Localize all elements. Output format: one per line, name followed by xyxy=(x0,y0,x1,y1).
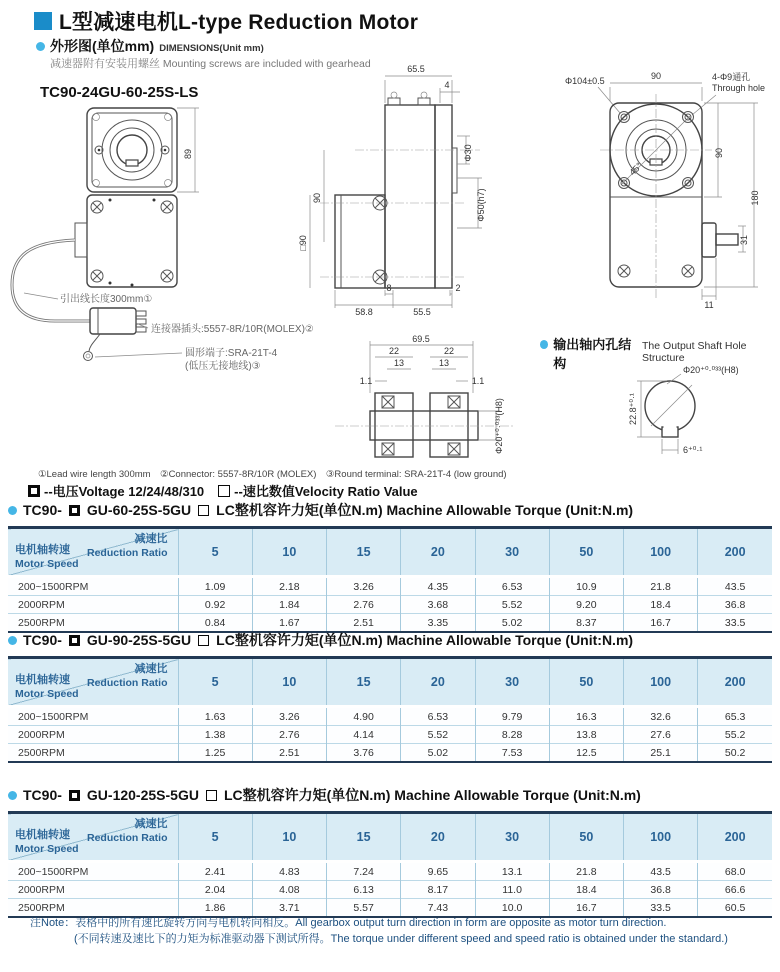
torque-value: 60.5 xyxy=(698,899,772,918)
torque-value: 3.26 xyxy=(252,707,326,726)
torque-table xyxy=(8,526,772,633)
row-label: 2500RPM xyxy=(8,744,178,763)
row-label: 2000RPM xyxy=(8,881,178,899)
row-label: 200~1500RPM xyxy=(8,707,178,726)
torque-value: 7.43 xyxy=(401,899,475,918)
header-row xyxy=(8,528,772,577)
terminal-label2: (低压无接地线)③ xyxy=(185,361,261,372)
table-row xyxy=(8,596,772,614)
dim-label: 13 xyxy=(438,358,450,368)
dim-label: 90 xyxy=(312,192,322,204)
torque-table xyxy=(8,656,772,763)
dim-label: 180 xyxy=(750,190,760,206)
dim-label: Φ20⁺⁰·⁰³³(H8) xyxy=(683,365,739,375)
dim-label: 8 xyxy=(386,283,392,293)
torque-value: 16.7 xyxy=(549,899,623,918)
dimensions-heading: 外形图(单位mm) DIMENSIONS(Unit mm) xyxy=(36,36,264,56)
note-line-2: (不同转速及速比下的力矩为标准驱动器下测试所得。The torque under different speed and speed ratio is obtained under the standard.) xyxy=(74,932,728,945)
dim-label: 69.5 xyxy=(412,334,430,344)
reduction-ratio-label: 减速比 Reduction Ratio xyxy=(87,663,168,690)
legend-line xyxy=(28,481,418,500)
ratio-col: 200 xyxy=(698,528,772,577)
note-line-1: 注Note：表格中的所有速比旋转方向与电机转向相反。All gearbox output turn direction in form are opposite as motor turn direction. xyxy=(30,917,667,929)
torque-value: 50.2 xyxy=(698,744,772,763)
torque-value: 4.08 xyxy=(252,881,326,899)
torque-value: 11.0 xyxy=(475,881,549,899)
torque-value: 2.76 xyxy=(252,726,326,744)
holes-label-en: Through hole xyxy=(712,83,766,93)
dim-label: 22 xyxy=(388,346,400,356)
ratio-col: 50 xyxy=(549,528,623,577)
rear-view-drawing xyxy=(540,58,780,318)
table-title: TC90- GU-120-25S-5GU LC整机容许力矩(单位N.m) Machine Allowable Torque (Unit:N.m) xyxy=(8,785,772,805)
table-row xyxy=(8,744,772,763)
torque-value: 1.25 xyxy=(178,744,252,763)
ratio-col: 30 xyxy=(475,528,549,577)
ratio-col: 20 xyxy=(401,813,475,862)
ratio-legend: --速比数值Velocity Ratio Value xyxy=(234,484,418,499)
dim-label: 11 xyxy=(704,300,714,310)
torque-value: 2.51 xyxy=(327,614,401,633)
table-title: TC90- GU-90-25S-5GU LC整机容许力矩(单位N.m) Machine Allowable Torque (Unit:N.m) xyxy=(8,630,772,650)
connector-label: 连接器插头:5557-8R/10R(MOLEX)② xyxy=(151,324,314,335)
torque-value: 5.02 xyxy=(401,744,475,763)
shaft-detail-drawing xyxy=(330,333,525,463)
torque-value: 1.86 xyxy=(178,899,252,918)
torque-value: 8.17 xyxy=(401,881,475,899)
dim-label: Φ104±0.5 xyxy=(565,76,605,86)
motor-speed-label: 电机轴转速 Motor Speed xyxy=(15,674,79,701)
torque-value: 55.2 xyxy=(698,726,772,744)
ratio-col: 15 xyxy=(327,658,401,707)
dim-label: 13 xyxy=(393,358,405,368)
ratio-col: 10 xyxy=(252,528,326,577)
torque-value: 5.57 xyxy=(327,899,401,918)
ratio-col: 50 xyxy=(549,813,623,862)
outline-square-icon xyxy=(218,485,230,497)
table-row xyxy=(8,577,772,596)
filled-square-icon xyxy=(69,505,80,516)
table-title: TC90- GU-60-25S-5GU LC整机容许力矩(单位N.m) Machine Allowable Torque (Unit:N.m) xyxy=(8,500,772,520)
ratio-col: 100 xyxy=(624,813,698,862)
torque-value: 21.8 xyxy=(549,862,623,881)
filled-square-icon xyxy=(28,485,40,497)
table-row xyxy=(8,899,772,918)
row-label: 200~1500RPM xyxy=(8,862,178,881)
ratio-col: 50 xyxy=(549,658,623,707)
page-header xyxy=(34,6,418,36)
dim-label: 90 xyxy=(714,147,724,159)
dim-label: 6⁺⁰·¹ xyxy=(683,445,703,455)
torque-value: 36.8 xyxy=(624,881,698,899)
torque-value: 33.5 xyxy=(624,899,698,918)
bearing-sections xyxy=(382,396,460,455)
row-label: 2500RPM xyxy=(8,899,178,918)
torque-value: 5.52 xyxy=(401,726,475,744)
row-label: 200~1500RPM xyxy=(8,577,178,596)
ratio-col: 15 xyxy=(327,528,401,577)
motor-speed-label: 电机轴转速 Motor Speed xyxy=(15,829,79,856)
dim-label: 4 xyxy=(444,80,450,90)
table-section-90 xyxy=(8,630,772,763)
torque-value: 1.09 xyxy=(178,577,252,596)
dim-label: 89 xyxy=(183,148,193,160)
dim-label: 65.5 xyxy=(407,64,425,74)
holes-label: 4-Φ9通孔 xyxy=(712,72,751,82)
table-row xyxy=(8,862,772,881)
drawing-footnotes: ①Lead wire length 300mm ②Connector: 5557-8R/10R (MOLEX) ③Round terminal: SRA-21T-4 (low ground) xyxy=(38,469,507,480)
table-section-60 xyxy=(8,500,772,633)
bullet-icon xyxy=(8,791,17,800)
motor-speed-label: 电机轴转速 Motor Speed xyxy=(15,544,79,571)
reduction-ratio-label: 减速比 Reduction Ratio xyxy=(87,818,168,845)
dim-label: 22 xyxy=(443,346,455,356)
corner-header xyxy=(8,813,178,862)
torque-value: 27.6 xyxy=(624,726,698,744)
torque-value: 3.26 xyxy=(327,577,401,596)
torque-value: 12.5 xyxy=(549,744,623,763)
ratio-col: 5 xyxy=(178,813,252,862)
torque-value: 7.24 xyxy=(327,862,401,881)
torque-value: 1.67 xyxy=(252,614,326,633)
table-row xyxy=(8,726,772,744)
torque-value: 3.71 xyxy=(252,899,326,918)
torque-value: 8.37 xyxy=(549,614,623,633)
filled-square-icon xyxy=(69,790,80,801)
torque-value: 2.51 xyxy=(252,744,326,763)
torque-value: 5.52 xyxy=(475,596,549,614)
torque-value: 3.68 xyxy=(401,596,475,614)
header-row xyxy=(8,658,772,707)
torque-value: 4.83 xyxy=(252,862,326,881)
torque-value: 33.5 xyxy=(698,614,772,633)
torque-value: 4.14 xyxy=(327,726,401,744)
dim-label: □90 xyxy=(298,235,308,251)
row-label: 2500RPM xyxy=(8,614,178,633)
torque-value: 16.7 xyxy=(624,614,698,633)
dim-label: 90 xyxy=(650,71,662,81)
reduction-ratio-label: 减速比 Reduction Ratio xyxy=(87,533,168,560)
torque-value: 10.0 xyxy=(475,899,549,918)
torque-value: 18.4 xyxy=(624,596,698,614)
outline-square-icon xyxy=(206,790,217,801)
ratio-col: 200 xyxy=(698,813,772,862)
torque-value: 43.5 xyxy=(624,862,698,881)
torque-table xyxy=(8,811,772,918)
ratio-col: 15 xyxy=(327,813,401,862)
front-view-drawing xyxy=(0,80,314,380)
ratio-col: 30 xyxy=(475,658,549,707)
voltage-legend: --电压Voltage 12/24/48/310 xyxy=(44,484,205,499)
header-row xyxy=(8,813,772,862)
torque-value: 8.28 xyxy=(475,726,549,744)
torque-value: 6.13 xyxy=(327,881,401,899)
ratio-col: 30 xyxy=(475,813,549,862)
screw-icons xyxy=(91,201,173,282)
torque-value: 9.65 xyxy=(401,862,475,881)
torque-value: 2.76 xyxy=(327,596,401,614)
torque-value: 1.84 xyxy=(252,596,326,614)
dim-label: 2 xyxy=(455,283,461,293)
torque-value: 66.6 xyxy=(698,881,772,899)
torque-value: 2.04 xyxy=(178,881,252,899)
ratio-col: 5 xyxy=(178,658,252,707)
lead-wire-label: 引出线长度300mm① xyxy=(60,294,153,305)
torque-value: 6.53 xyxy=(401,707,475,726)
bullet-icon xyxy=(8,506,17,515)
blue-square-icon xyxy=(34,12,52,30)
torque-value: 32.6 xyxy=(624,707,698,726)
ratio-col: 20 xyxy=(401,658,475,707)
dim-label: Φ50(h7) xyxy=(476,188,486,222)
torque-value: 13.8 xyxy=(549,726,623,744)
torque-value: 5.02 xyxy=(475,614,549,633)
torque-value: 4.35 xyxy=(401,577,475,596)
torque-value: 16.3 xyxy=(549,707,623,726)
torque-value: 43.5 xyxy=(698,577,772,596)
ratio-col: 200 xyxy=(698,658,772,707)
ratio-col: 100 xyxy=(624,528,698,577)
dim-label: Φ20⁺⁰·⁰³³(H8) xyxy=(494,398,504,454)
torque-value: 4.90 xyxy=(327,707,401,726)
ratio-col: 10 xyxy=(252,813,326,862)
torque-value: 36.8 xyxy=(698,596,772,614)
torque-value: 2.18 xyxy=(252,577,326,596)
terminal-label: 圆形端子:SRA-21T-4 xyxy=(185,348,278,359)
torque-value: 13.1 xyxy=(475,862,549,881)
torque-value: 1.63 xyxy=(178,707,252,726)
torque-value: 18.4 xyxy=(549,881,623,899)
bottom-note xyxy=(30,916,728,948)
dim-label: Φ30 xyxy=(463,144,473,162)
torque-value: 9.20 xyxy=(549,596,623,614)
bullet-icon xyxy=(36,42,45,51)
torque-value: 6.53 xyxy=(475,577,549,596)
ratio-col: 20 xyxy=(401,528,475,577)
outline-square-icon xyxy=(198,635,209,646)
model-number: TC90-24GU-60-25S-LS xyxy=(40,84,199,101)
torque-value: 3.35 xyxy=(401,614,475,633)
torque-value: 65.3 xyxy=(698,707,772,726)
torque-value: 7.53 xyxy=(475,744,549,763)
outline-square-icon xyxy=(198,505,209,516)
torque-value: 25.1 xyxy=(624,744,698,763)
bullet-icon xyxy=(540,340,548,349)
table-row xyxy=(8,881,772,899)
corner-header xyxy=(8,528,178,577)
row-label: 2000RPM xyxy=(8,726,178,744)
torque-value: 0.84 xyxy=(178,614,252,633)
dim-label: 45° xyxy=(627,160,645,178)
dim-label: 58.8 xyxy=(355,307,373,317)
torque-value: 3.76 xyxy=(327,744,401,763)
dim-label: 1.1 xyxy=(471,376,485,386)
corner-header xyxy=(8,658,178,707)
torque-value: 1.38 xyxy=(178,726,252,744)
torque-value: 10.9 xyxy=(549,577,623,596)
side-view-drawing xyxy=(300,58,530,318)
dim-label: 55.5 xyxy=(413,307,431,317)
torque-value: 68.0 xyxy=(698,862,772,881)
ratio-col: 100 xyxy=(624,658,698,707)
bullet-icon xyxy=(8,636,17,645)
torque-value: 0.92 xyxy=(178,596,252,614)
ratio-col: 10 xyxy=(252,658,326,707)
row-label: 2000RPM xyxy=(8,596,178,614)
table-section-120 xyxy=(8,785,772,918)
dim-label: 22.8⁺⁰·¹ xyxy=(628,393,638,425)
table-row xyxy=(8,707,772,726)
output-hole-drawing xyxy=(555,356,775,464)
filled-square-icon xyxy=(69,635,80,646)
dim-label: 31 xyxy=(739,234,749,246)
output-hole-heading: 输出轴内孔结构 The Output Shaft Hole Structure xyxy=(540,334,780,372)
torque-value: 21.8 xyxy=(624,577,698,596)
dim-label: 1.1 xyxy=(359,376,373,386)
ratio-col: 5 xyxy=(178,528,252,577)
torque-value: 9.79 xyxy=(475,707,549,726)
page-title: L型减速电机L-type Reduction Motor xyxy=(59,11,419,34)
torque-value: 2.41 xyxy=(178,862,252,881)
mounting-note: 减速器附有安装用螺丝 Mounting screws are included with gearhead xyxy=(50,58,371,70)
